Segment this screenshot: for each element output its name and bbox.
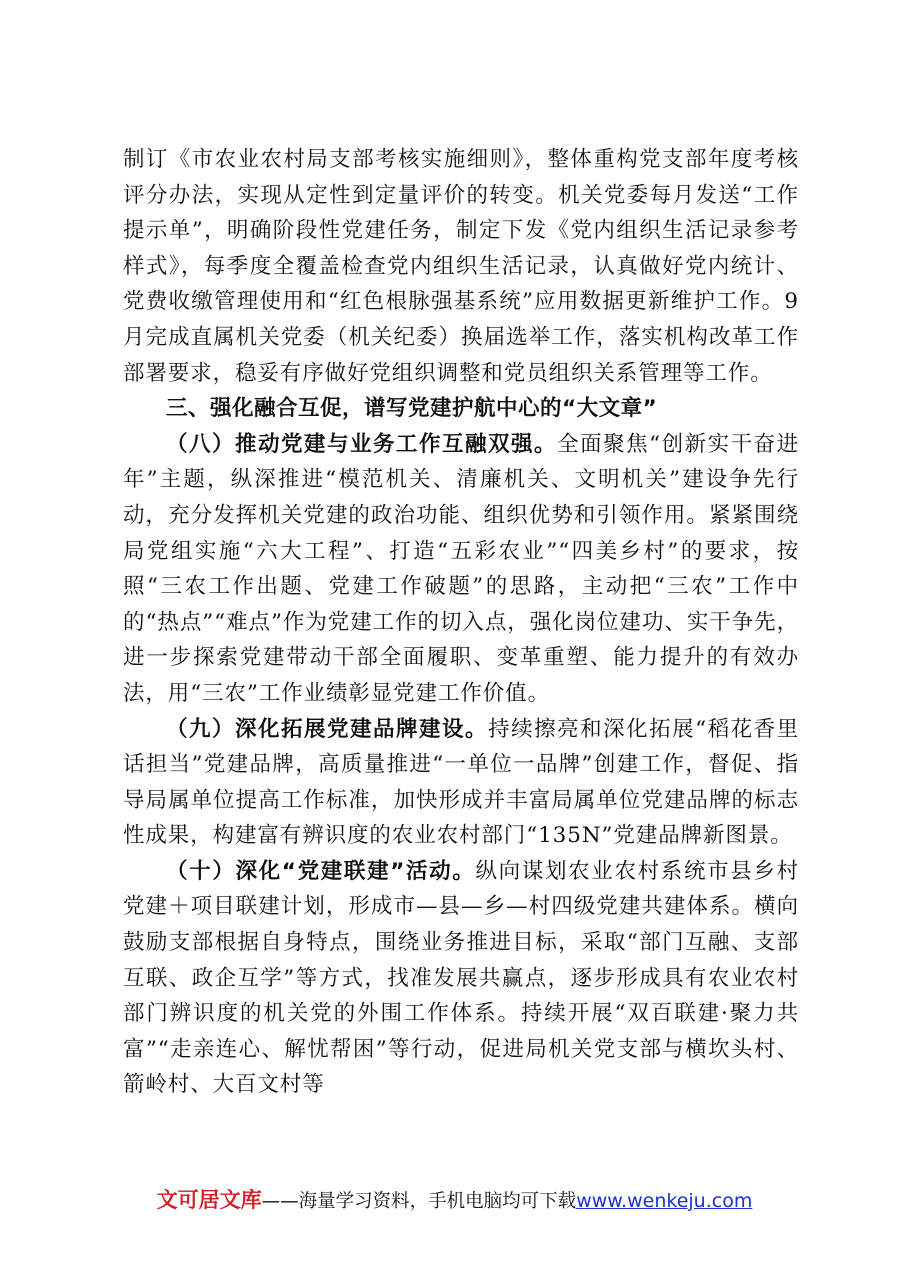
paragraph-party-assessment: 制订《市农业农村局支部考核实施细则》，整体重构党支部年度考核评分办法，实现从定性到定量评价的转变。机关党委每月发送“工作提示单”，明确阶段性党建任务，制定下发《党内组织生活记录参考样式》，每季度全覆盖检查党内组织生活记录，认真做好党内统计、党费收缴管理使用和“红色根脉强基系统”应用数据更新维护工作。9月完成直属机关党委（机关纪委）换届选举工作，落实机构改革工作部署要求，稳妥有序做好党组织调整和党员组织关系管理等工作。 (123, 147, 799, 386)
item-ten-body: 纵向谋划农业农村系统市县乡村党建＋项目联建计划，形成市—县—乡—村四级党建共建体系。横向鼓励支部根据自身特点，围绕业务推进目标，采取“部门互融、支部互联、政企互学”等方式，找准发展共赢点，逐步形成具有农业农村部门辨识度的机关党的外围工作体系。持续开展“双百联建·聚力共富”“走亲连心、解忧帮困”等行动，促进局机关党支部与横坎头村、箭岭村、大百文村等 (123, 858, 799, 1098)
footer-brand: 文可居文库 (156, 1188, 262, 1212)
paragraph-item-eight (123, 427, 799, 712)
section-heading-three: 三、强化融合互促，谱写党建护航中心的“大文章” (166, 396, 658, 422)
item-nine-body: 持续擦亮和深化拓展“稻花香里话担当”党建品牌，高质量推进“一单位一品牌”创建工作，督促、指导局属单位提高工作标准，加快形成并丰富局属单位党建品牌的标志性成果，构建富有辨识度的农业农村部门“135N”党建品牌新图景。 (123, 716, 800, 849)
document-body (123, 142, 799, 1103)
page-footer (0, 1184, 909, 1214)
item-eight-body: 全面聚焦“创新实干奋进年”主题，纵深推进“模范机关、清廉机关、文明机关”建设争先行动，充分发挥机关党建的政治功能、组织优势和引领作用。紧紧围绕局党组实施“六大工程”、打造“五彩农业”“四美乡村”的要求，按照“三农工作出题、党建工作破题”的思路，主动把“三农”工作中的“热点”“难点”作为党建工作的切入点，强化岗位建功、实干争先，进一步探索党建带动干部全面履职、变革重塑、能力提升的有效办法，用“三农”工作业绩彰显党建工作价值。 (123, 431, 799, 706)
paragraph-item-ten (123, 854, 799, 1103)
item-ten-title: （十）深化“党建联建”活动。 (166, 858, 476, 884)
item-nine-title: （九）深化拓展党建品牌建设。 (166, 716, 489, 742)
footer-website-link[interactable]: www.wenkeju.com (576, 1190, 753, 1212)
item-eight-title: （八）推动党建与业务工作互融双强。 (166, 431, 558, 457)
paragraph-item-nine (123, 712, 799, 854)
footer-slogan: ——海量学习资料，手机电脑均可下载 (261, 1191, 577, 1212)
